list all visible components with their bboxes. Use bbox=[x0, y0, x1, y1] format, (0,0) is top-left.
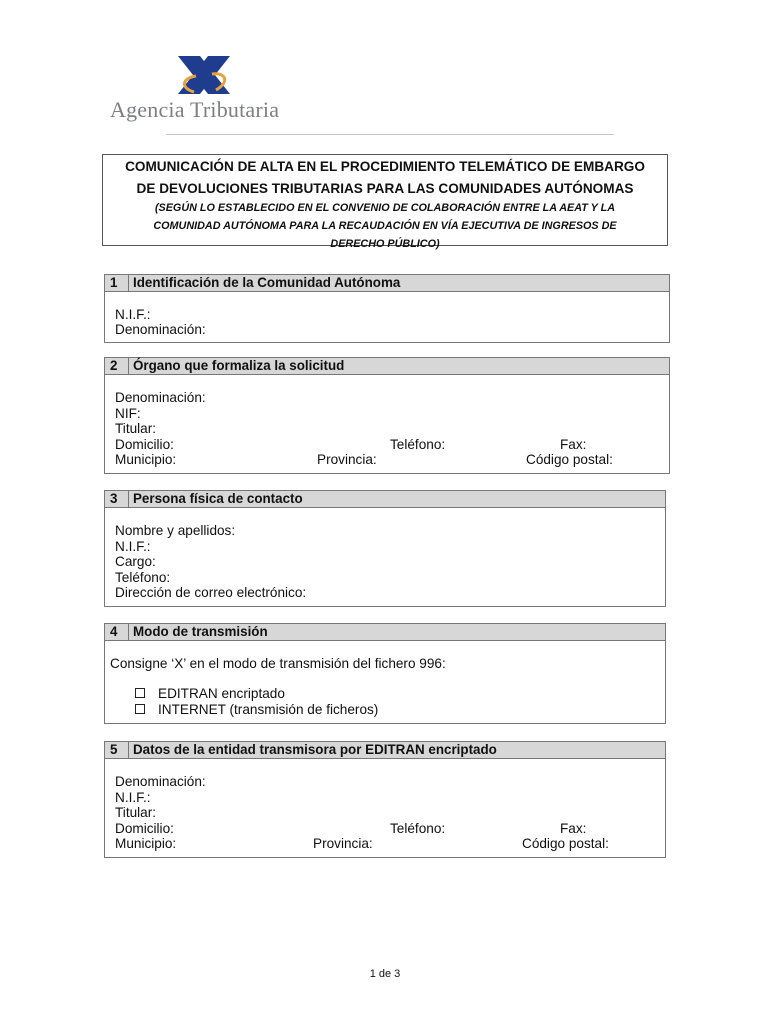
section-header bbox=[105, 491, 665, 508]
section-number: 3 bbox=[105, 491, 129, 507]
header-divider bbox=[166, 134, 614, 135]
option-label: EDITRAN encriptado bbox=[158, 686, 285, 701]
section-number: 4 bbox=[105, 624, 129, 640]
field-municipio[interactable]: Municipio: bbox=[115, 836, 177, 851]
field-nif[interactable]: N.I.F.: bbox=[115, 539, 151, 554]
subtitle-line-1: (SEGÚN LO ESTABLECIDO EN EL CONVENIO DE COLABORACIÓN ENTRE LA AEAT Y LA bbox=[154, 202, 616, 214]
section-title: Persona física de contacto bbox=[133, 491, 303, 506]
section-title: Datos de la entidad transmisora por EDITRAN encriptado bbox=[133, 742, 497, 757]
section-header bbox=[105, 624, 665, 641]
option-editran[interactable] bbox=[135, 686, 285, 702]
subtitle-line-3: DERECHO PÚBLICO) bbox=[330, 238, 440, 250]
org-name: Agencia Tributaria bbox=[110, 97, 280, 122]
field-titular[interactable]: Titular: bbox=[115, 805, 157, 820]
section-number: 5 bbox=[105, 742, 129, 758]
section-1 bbox=[104, 274, 670, 343]
field-domicilio[interactable]: Domicilio: bbox=[115, 437, 174, 452]
option-label: INTERNET (transmisión de ficheros) bbox=[158, 702, 379, 717]
field-nif[interactable]: N.I.F.: bbox=[115, 790, 151, 805]
section-title: Modo de transmisión bbox=[133, 624, 268, 639]
section-number: 2 bbox=[105, 358, 129, 374]
field-fax[interactable]: Fax: bbox=[560, 821, 587, 836]
field-provincia[interactable]: Provincia: bbox=[317, 452, 377, 467]
field-fax[interactable]: Fax: bbox=[560, 437, 587, 452]
section-2 bbox=[104, 357, 670, 474]
document-title-box bbox=[102, 154, 668, 250]
field-titular[interactable]: Titular: bbox=[115, 421, 157, 436]
transmission-instruction: Consigne ‘X’ en el modo de transmisión del fichero 996: bbox=[110, 656, 446, 671]
section-5 bbox=[104, 741, 666, 858]
title-line-1: COMUNICACIÓN DE ALTA EN EL PROCEDIMIENTO TELEMÁTICO DE EMBARGO bbox=[125, 159, 645, 174]
field-email[interactable]: Dirección de correo electrónico: bbox=[115, 585, 307, 600]
field-cargo[interactable]: Cargo: bbox=[115, 554, 156, 569]
section-4 bbox=[104, 623, 666, 724]
checkbox[interactable] bbox=[135, 688, 145, 698]
section-number: 1 bbox=[105, 275, 129, 291]
subtitle-line-2: COMUNIDAD AUTÓNOMA PARA LA RECAUDACIÓN EN VÍA EJECUTIVA DE INGRESOS DE bbox=[153, 220, 617, 232]
title-line-2: DE DEVOLUCIONES TRIBUTARIAS PARA LAS COMUNIDADES AUTÓNOMAS bbox=[136, 181, 634, 196]
field-denominacion[interactable]: Denominación: bbox=[115, 390, 206, 405]
field-nif[interactable]: NIF: bbox=[115, 406, 141, 421]
section-title: Órgano que formaliza la solicitud bbox=[133, 358, 345, 373]
field-nombre-apellidos[interactable]: Nombre y apellidos: bbox=[115, 523, 236, 538]
field-denominacion[interactable]: Denominación: bbox=[115, 774, 206, 789]
section-3 bbox=[104, 490, 666, 607]
section-header bbox=[105, 275, 669, 292]
field-telefono[interactable]: Teléfono: bbox=[390, 437, 446, 452]
field-codigo-postal[interactable]: Código postal: bbox=[526, 452, 613, 467]
section-header bbox=[105, 742, 665, 759]
field-denominacion[interactable]: Denominación: bbox=[115, 322, 206, 337]
field-telefono[interactable]: Teléfono: bbox=[390, 821, 446, 836]
section-title: Identificación de la Comunidad Autónoma bbox=[133, 275, 401, 290]
page-number: 1 de 3 bbox=[369, 968, 401, 980]
checkbox[interactable] bbox=[135, 704, 145, 714]
field-codigo-postal[interactable]: Código postal: bbox=[522, 836, 609, 851]
section-header bbox=[105, 358, 669, 375]
field-nif[interactable]: N.I.F.: bbox=[115, 307, 151, 322]
option-internet[interactable] bbox=[135, 702, 378, 718]
field-provincia[interactable]: Provincia: bbox=[313, 836, 373, 851]
field-municipio[interactable]: Municipio: bbox=[115, 452, 177, 467]
field-telefono[interactable]: Teléfono: bbox=[115, 570, 171, 585]
field-domicilio[interactable]: Domicilio: bbox=[115, 821, 174, 836]
